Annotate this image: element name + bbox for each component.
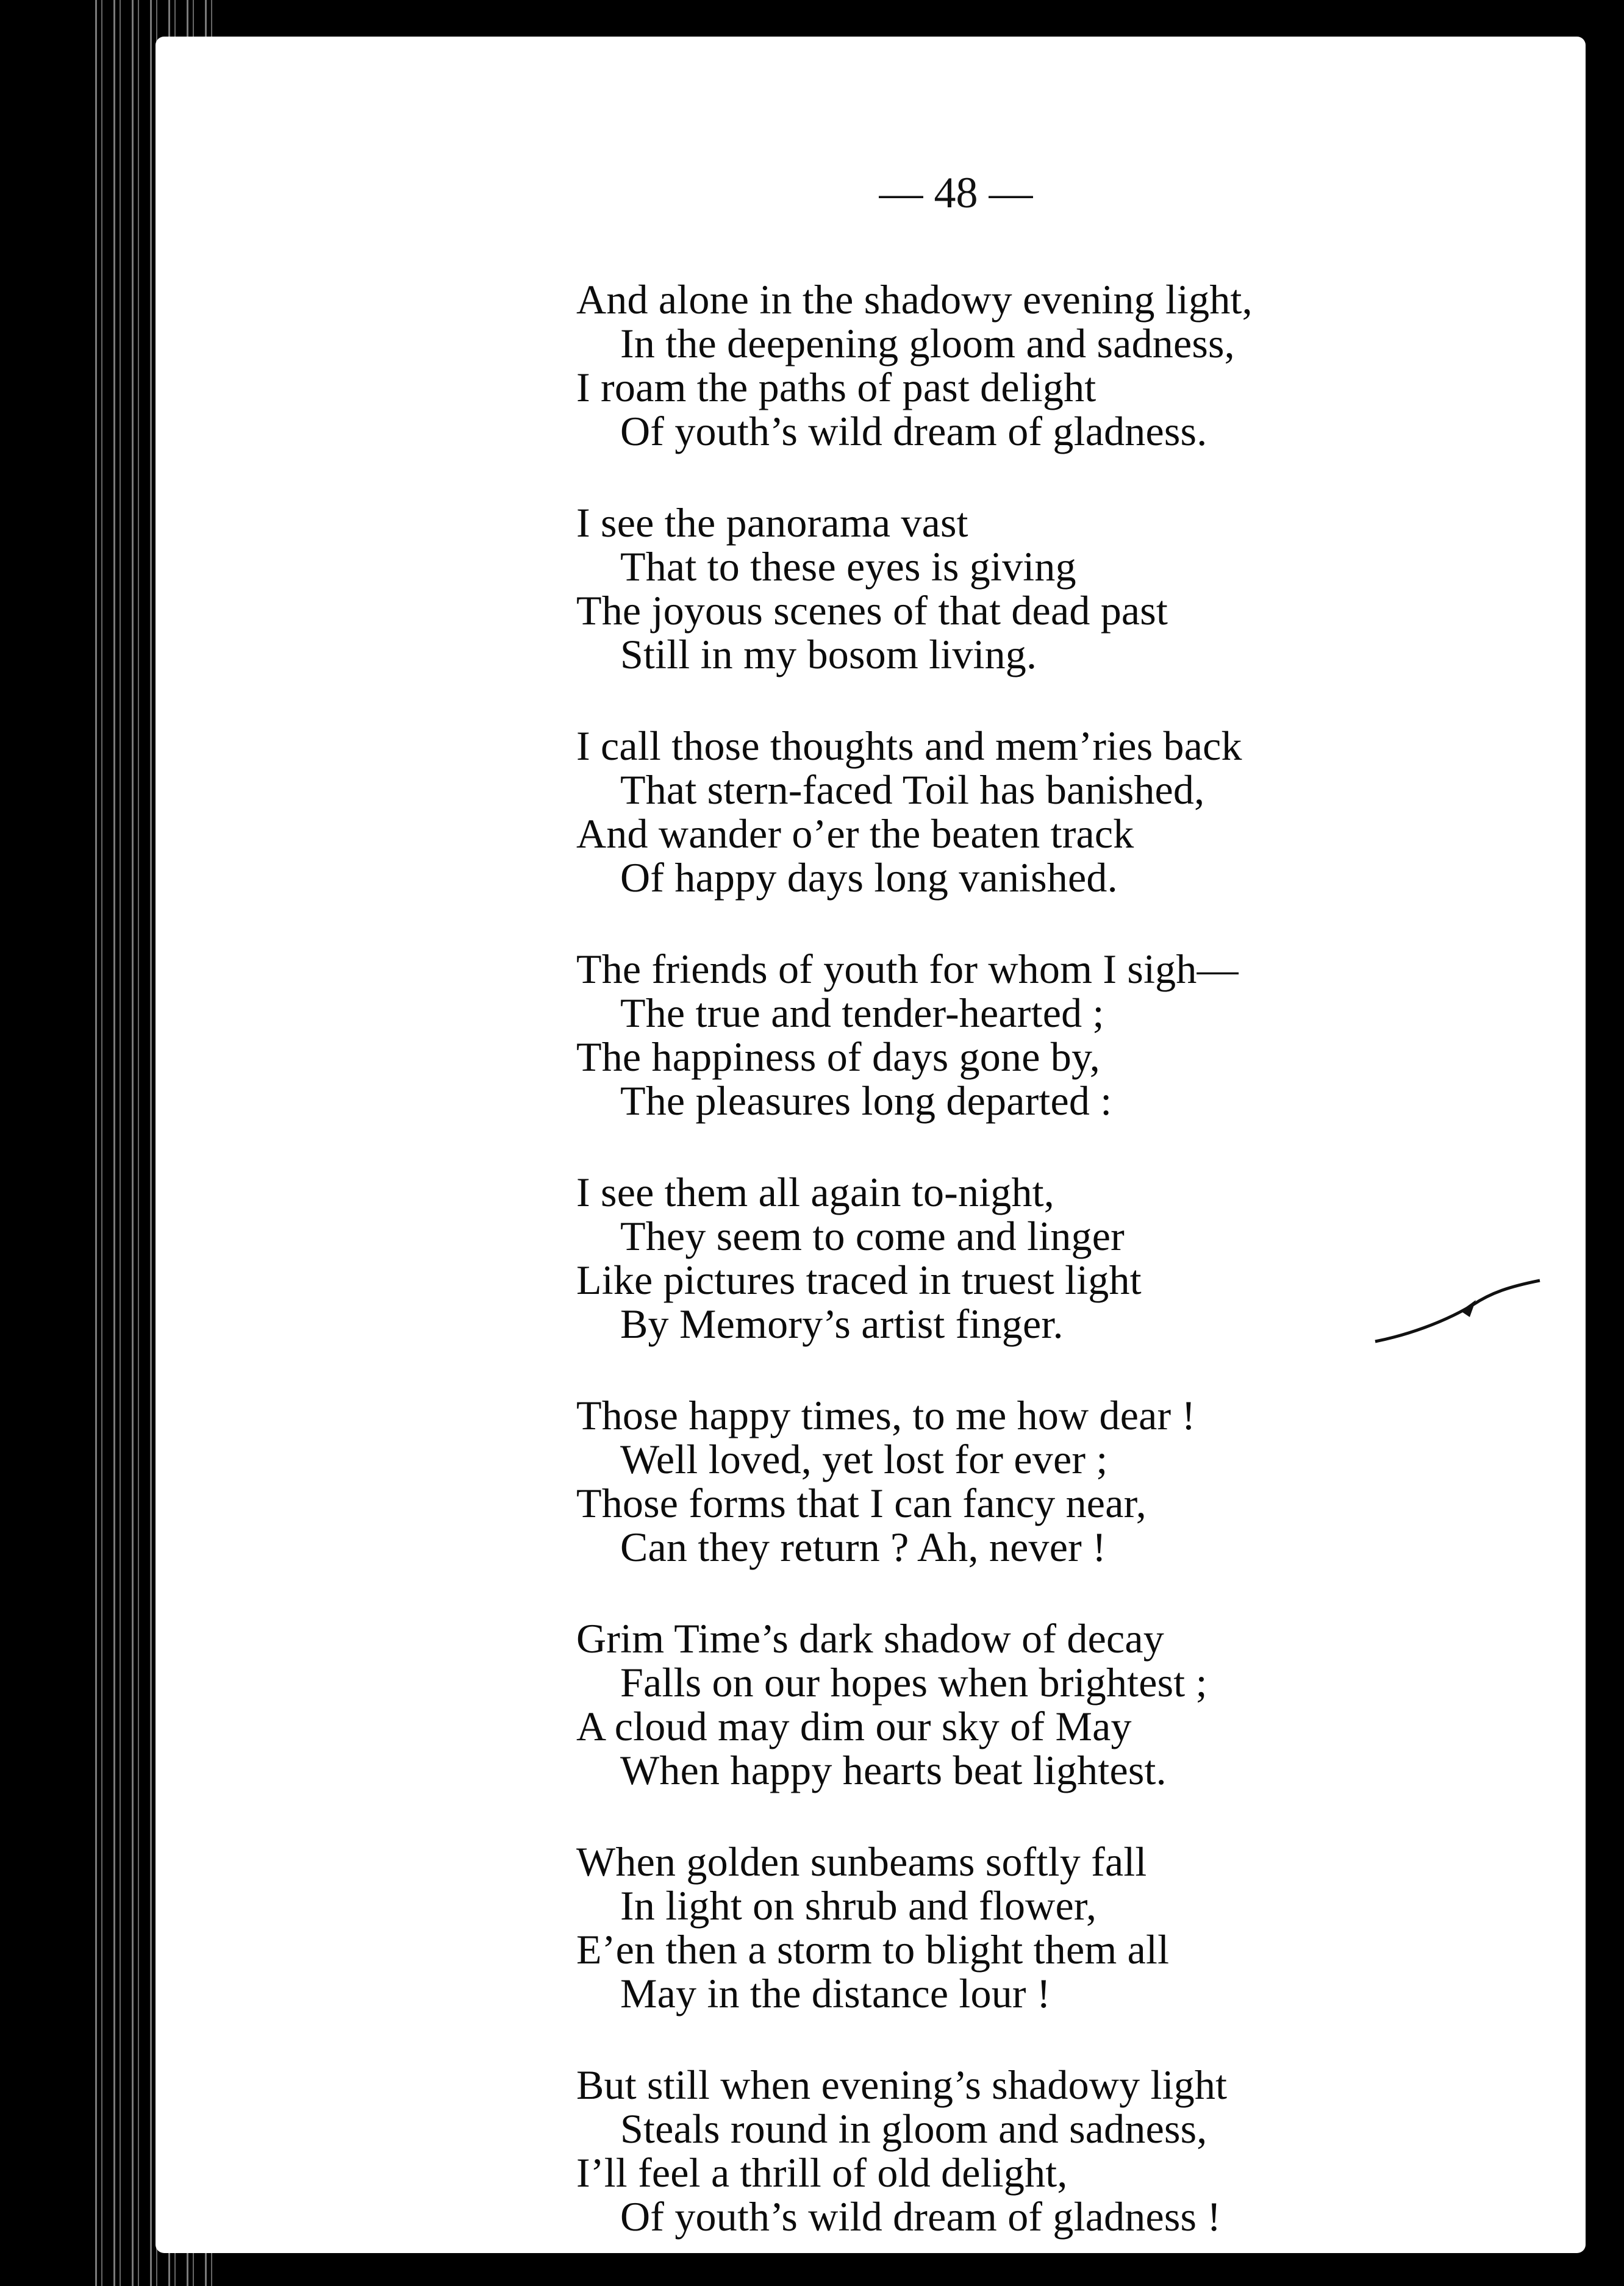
page-number: — 48 — [879, 168, 1033, 217]
poem-line: I see the panorama vast [576, 499, 968, 546]
poem-line: And wander o’er the beaten track [576, 810, 1134, 857]
book-page [156, 37, 1586, 2253]
poem-line: Falls on our hopes when brightest ; [620, 1659, 1207, 1706]
poem-line: In the deepening gloom and sadness, [620, 320, 1235, 366]
poem-line: Like pictures traced in truest light [576, 1257, 1142, 1303]
poem-line: E’en then a storm to blight them all [576, 1926, 1170, 1973]
poem-line: The joyous scenes of that dead past [576, 587, 1168, 634]
poem-line: I roam the paths of past delight [576, 364, 1096, 410]
stanza [576, 1616, 1613, 1792]
poem-line: May in the distance lour ! [620, 1970, 1051, 2016]
poem-line: Those happy times, to me how dear ! [576, 1392, 1196, 1438]
poem-line: The true and tender-hearted ; [620, 990, 1104, 1036]
stanza [576, 1393, 1613, 1569]
poem-line: Can they return ? Ah, never ! [620, 1524, 1106, 1570]
stanza [576, 277, 1613, 453]
poem-line: Grim Time’s dark shadow of decay [576, 1615, 1164, 1662]
poem-line: Of happy days long vanished. [620, 854, 1118, 901]
poem-line: Those forms that I can fancy near, [576, 1480, 1146, 1526]
poem-line: By Memory’s artist finger. [620, 1301, 1064, 1347]
poem-line: I call those thoughts and mem’ries back [576, 723, 1242, 769]
poem-line: That stern-faced Toil has banished, [620, 766, 1205, 813]
poem-line: Steals round in gloom and sadness, [620, 2106, 1207, 2152]
stanza [576, 501, 1613, 676]
stanza [576, 2063, 1613, 2238]
poem-line: The friends of youth for whom I sigh— [576, 946, 1239, 992]
stanza [576, 724, 1613, 899]
poem-line: Still in my bosom living. [620, 631, 1037, 677]
poem-line: Of youth’s wild dream of gladness. [620, 408, 1207, 454]
poem-line: And alone in the shadowy evening light, [576, 276, 1253, 323]
poem-line: In light on shrub and flower, [620, 1882, 1097, 1929]
poem-line: They seem to come and linger [620, 1213, 1125, 1259]
stanza [576, 947, 1613, 1123]
poem-line: Well loved, yet lost for ever ; [620, 1436, 1108, 1482]
poem-line: A cloud may dim our sky of May [576, 1703, 1132, 1749]
stanza [576, 1840, 1613, 2015]
poem-line: That to these eyes is giving [620, 543, 1076, 590]
poem-line: The pleasures long departed : [620, 1077, 1112, 1124]
poem-line: The happiness of days gone by, [576, 1034, 1100, 1080]
poem-line: Of youth’s wild dream of gladness ! [620, 2193, 1222, 2240]
pen-mark-icon [1369, 1262, 1552, 1348]
poem-line: When happy hearts beat lightest. [620, 1747, 1167, 1793]
poem-line: When golden sunbeams softly fall [576, 1838, 1147, 1885]
poem-line: I see them all again to-night, [576, 1169, 1054, 1215]
poem-line: I’ll feel a thrill of old delight, [576, 2149, 1068, 2196]
poem-line: But still when evening’s shadowy light [576, 2062, 1228, 2108]
